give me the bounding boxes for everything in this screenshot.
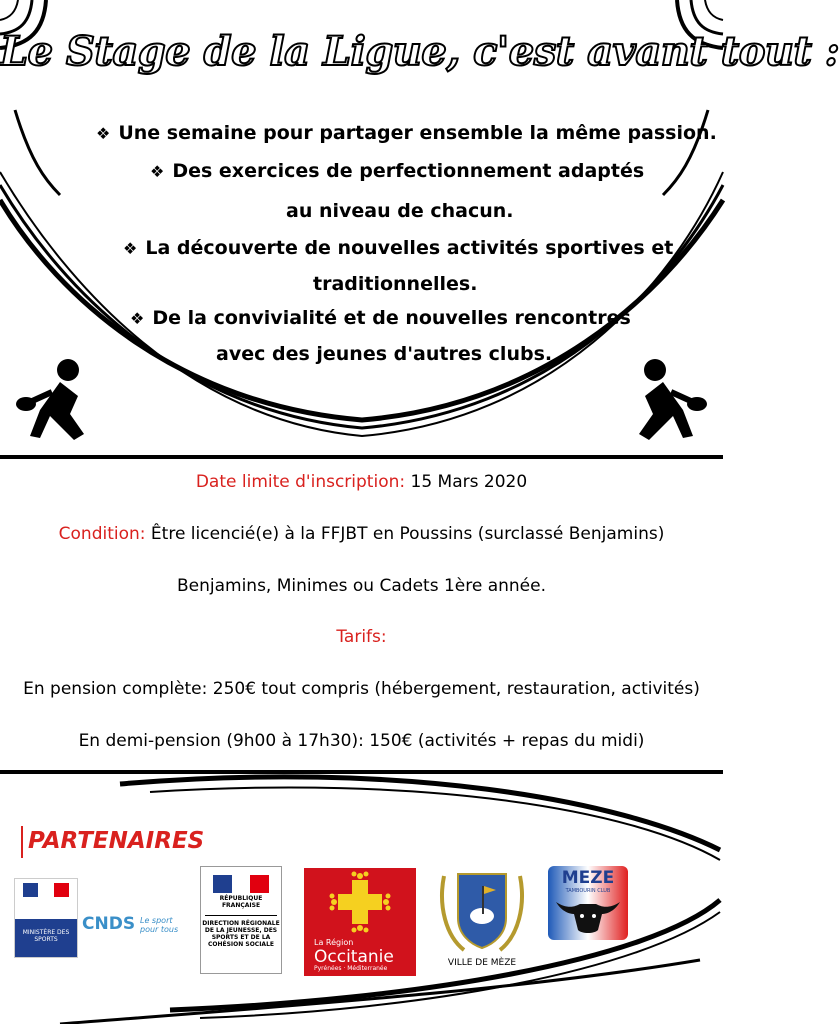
meze-label: MEZE xyxy=(561,868,615,888)
bullet-item: ❖ Une semaine pour partager ensemble la même passion. xyxy=(96,122,717,144)
deadline-label: Date limite d'inscription: xyxy=(195,472,406,492)
partners-title: PARTENAIRES xyxy=(28,828,205,854)
condition-label: Condition: xyxy=(58,524,146,544)
bullet-continuation: au niveau de chacun. xyxy=(286,200,514,222)
player-right-icon xyxy=(639,359,707,440)
ville-meze-logo xyxy=(434,866,530,974)
ville-label: VILLE DE MÈZE xyxy=(447,958,517,968)
flag-icon xyxy=(23,883,69,897)
diamond-bullet-icon: ❖ xyxy=(123,239,138,258)
bullet-continuation: traditionnelles. xyxy=(313,273,478,295)
condition-value: Être licencié(e) à la FFJBT en Poussins (surclassé Benjamins) xyxy=(150,524,665,544)
deadline-line xyxy=(0,472,723,492)
bull-head-icon xyxy=(548,894,628,936)
cnds-logo xyxy=(82,914,182,954)
meze-tambourin-club-logo xyxy=(548,866,628,940)
region-prefix: La Région xyxy=(314,938,354,947)
bullet-item: ❖ La découverte de nouvelles activités sportives et xyxy=(123,237,674,259)
occitan-cross-icon xyxy=(304,868,416,930)
meze-crest-icon xyxy=(434,866,530,956)
region-sub: Pyrénées · Méditerranée xyxy=(314,965,388,972)
diamond-bullet-icon: ❖ xyxy=(96,124,111,143)
tarif-full-board: En pension complète: 250€ tout compris (hébergement, restauration, activités) xyxy=(23,679,700,699)
drjscs-logo xyxy=(200,866,282,974)
cnds-tagline: Le sport pour tous xyxy=(140,916,179,934)
ministere-logo xyxy=(14,878,78,958)
condition-line xyxy=(0,524,723,544)
bullet-continuation: avec des jeunes d'autres clubs. xyxy=(216,343,553,365)
player-left-icon xyxy=(16,359,84,440)
tarifs-label: Tarifs: xyxy=(336,627,387,647)
flag-icon xyxy=(213,875,269,893)
region-name: Occitanie xyxy=(314,947,394,967)
bullet-item: ❖ De la convivialité et de nouvelles rencontres xyxy=(130,307,631,329)
occitanie-logo xyxy=(304,868,416,976)
page-title: Le Stage de la Ligue, c'est avant tout : xyxy=(0,28,839,75)
deadline-value: 15 Mars 2020 xyxy=(410,472,528,492)
condition-line-2: Benjamins, Minimes ou Cadets 1ère année. xyxy=(176,576,546,596)
tarif-half-board: En demi-pension (9h00 à 17h30): 150€ (activités + repas du midi) xyxy=(78,731,645,751)
republique-label: RÉPUBLIQUE FRANÇAISE xyxy=(219,895,263,909)
diamond-bullet-icon: ❖ xyxy=(150,162,165,181)
cnds-label: CNDS xyxy=(82,914,136,934)
meze-sub: TAMBOURIN CLUB xyxy=(565,888,611,894)
direction-label: DIRECTION RÉGIONALE DE LA JEUNESSE, DES SPORTS ET DE LA COHÉSION SOCIALE xyxy=(202,920,280,948)
diamond-bullet-icon: ❖ xyxy=(130,309,145,328)
ministere-label: MINISTÈRE DES SPORTS xyxy=(15,919,77,957)
bullet-item: ❖ Des exercices de perfectionnement adaptés xyxy=(150,160,645,182)
